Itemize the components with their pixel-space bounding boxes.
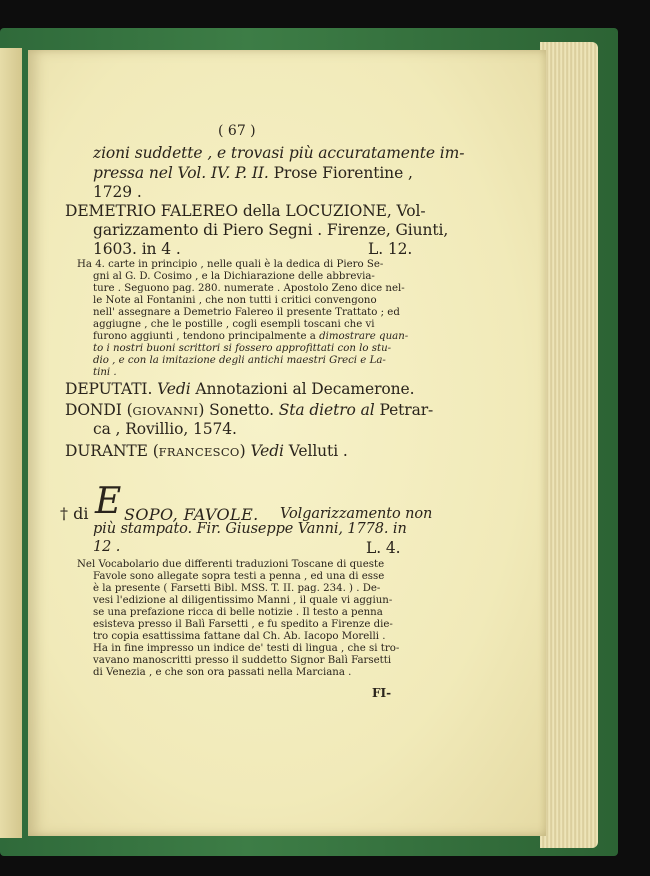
demetrio-note-7 [93,331,408,343]
esopo-note-6: esisteva presso il Balì Farsetti , e fu spedito a Firenze die- [93,619,393,630]
dondi-b: GIOVANNI [132,404,199,418]
demetrio-line-3: 1603. in 4 . [93,240,181,258]
esopo-note-8: Ha in fine impresso un indice de' testi di lingua , che si tro- [93,643,400,654]
esopo-note-2: Favole sono allegate sopra testi a penna , ed una di esse [93,571,385,582]
demetrio-price: L. 12. [368,240,413,258]
durante-b: FRANCESCO [158,445,240,459]
esopo-note-3: è la presente ( Farsetti Bibl. MSS. T. II. pag. 234. ) . De- [93,583,381,594]
dondi-line-1 [65,401,433,419]
drop-cap-e: E [95,481,122,522]
dondi-e: Petrar- [379,401,434,419]
dondi-a: DONDI ( [65,401,133,419]
esopo-note-10: di Venezia , e che son ora passati nella Marciana . [93,667,352,678]
durante-line [65,442,348,460]
dagger-di: † di [60,504,89,523]
durante-a: DURANTE ( [65,442,159,460]
demetrio-note-8: to i nostri buoni scrittori si fossero approfittati con lo stu- [93,343,392,354]
deputati-line [65,380,414,398]
demetrio-note-6: aggiugne , che le postille , cogli esempli toscani che vi [93,319,375,330]
prev-line-2b: Vol. IV. P. II. [177,164,269,182]
prev-line-2c: Prose Fiorentine , [273,164,413,182]
catchword: FI- [372,686,392,700]
esopo-title: SOPO, FAVOLE. [124,505,259,524]
esopo-price: L. 4. [366,539,401,557]
demetrio-note-7b: dimostrare quan- [319,331,409,342]
demetrio-note-7a: furono aggiunti , tendono principalmente a [93,331,316,342]
esopo-line-3: 12 . [93,539,121,555]
dondi-c: ) Sonetto. [198,401,274,419]
demetrio-note-5: nell' assegnare a Demetrio Falereo il presente Trattato ; ed [93,307,400,318]
esopo-line-2: più stampato. Fir. Giuseppe Vanni, 1778. in [93,521,407,537]
demetrio-note-1: Ha 4. carte in principio , nelle quali è la dedica di Piero Se- [77,259,384,270]
esopo-note-9: vavano manoscritti presso il suddetto Signor Balì Farsetti [93,655,392,666]
durante-c: ) [239,442,246,460]
page-number: ( 67 ) [218,123,256,139]
durante-d: Vedi [250,442,284,460]
prev-line-2a: pressa nel [93,164,173,182]
page-edges [540,42,598,848]
deputati-c: Annotazioni al Decamerone. [195,380,415,398]
demetrio-line-1: DEMETRIO FALEREO della LOCUZIONE, Vol- [65,202,426,220]
demetrio-note-2: gni al G. D. Cosimo , e la Dichiarazione delle abbrevia- [93,271,375,282]
deputati-b: Vedi [157,380,191,398]
esopo-note-7: tro copia esattissima fattane dal Ch. Ab. Iacopo Morelli . [93,631,386,642]
demetrio-line-2: garizzamento di Piero Segni . Firenze, Giunti, [93,221,449,239]
prev-line-1: zioni suddette , e trovasi più accuratamente im- [93,144,465,162]
left-page-edge [0,48,22,838]
prev-line-2 [93,164,413,182]
esopo-note-5: se una prefazione ricca di belle notizie . Il testo a penna [93,607,383,618]
esopo-rest-1: Volgarizzamento non [280,506,433,522]
esopo-note-4: vesi l'edizione al diligentissimo Manni , il quale vi aggiun- [93,595,393,606]
esopo-note-1: Nel Vocabolario due differenti traduzioni Toscane di queste [77,559,385,570]
prev-line-3: 1729 . [93,183,142,201]
demetrio-note-9: dio , e con la imitazione degli antichi maestri Greci e La- [93,355,386,366]
durante-e: Velluti . [288,442,348,460]
demetrio-note-10: tini . [93,367,117,378]
demetrio-note-3: ture . Seguono pag. 280. numerate . Apostolo Zeno dice nel- [93,283,405,294]
dondi-line-2: ca , Rovillio, 1574. [93,420,237,438]
demetrio-note-4: le Note al Fontanini , che non tutti i critici convengono [93,295,377,306]
dondi-d: Sta dietro al [278,401,375,419]
deputati-a: DEPUTATI. [65,380,153,398]
